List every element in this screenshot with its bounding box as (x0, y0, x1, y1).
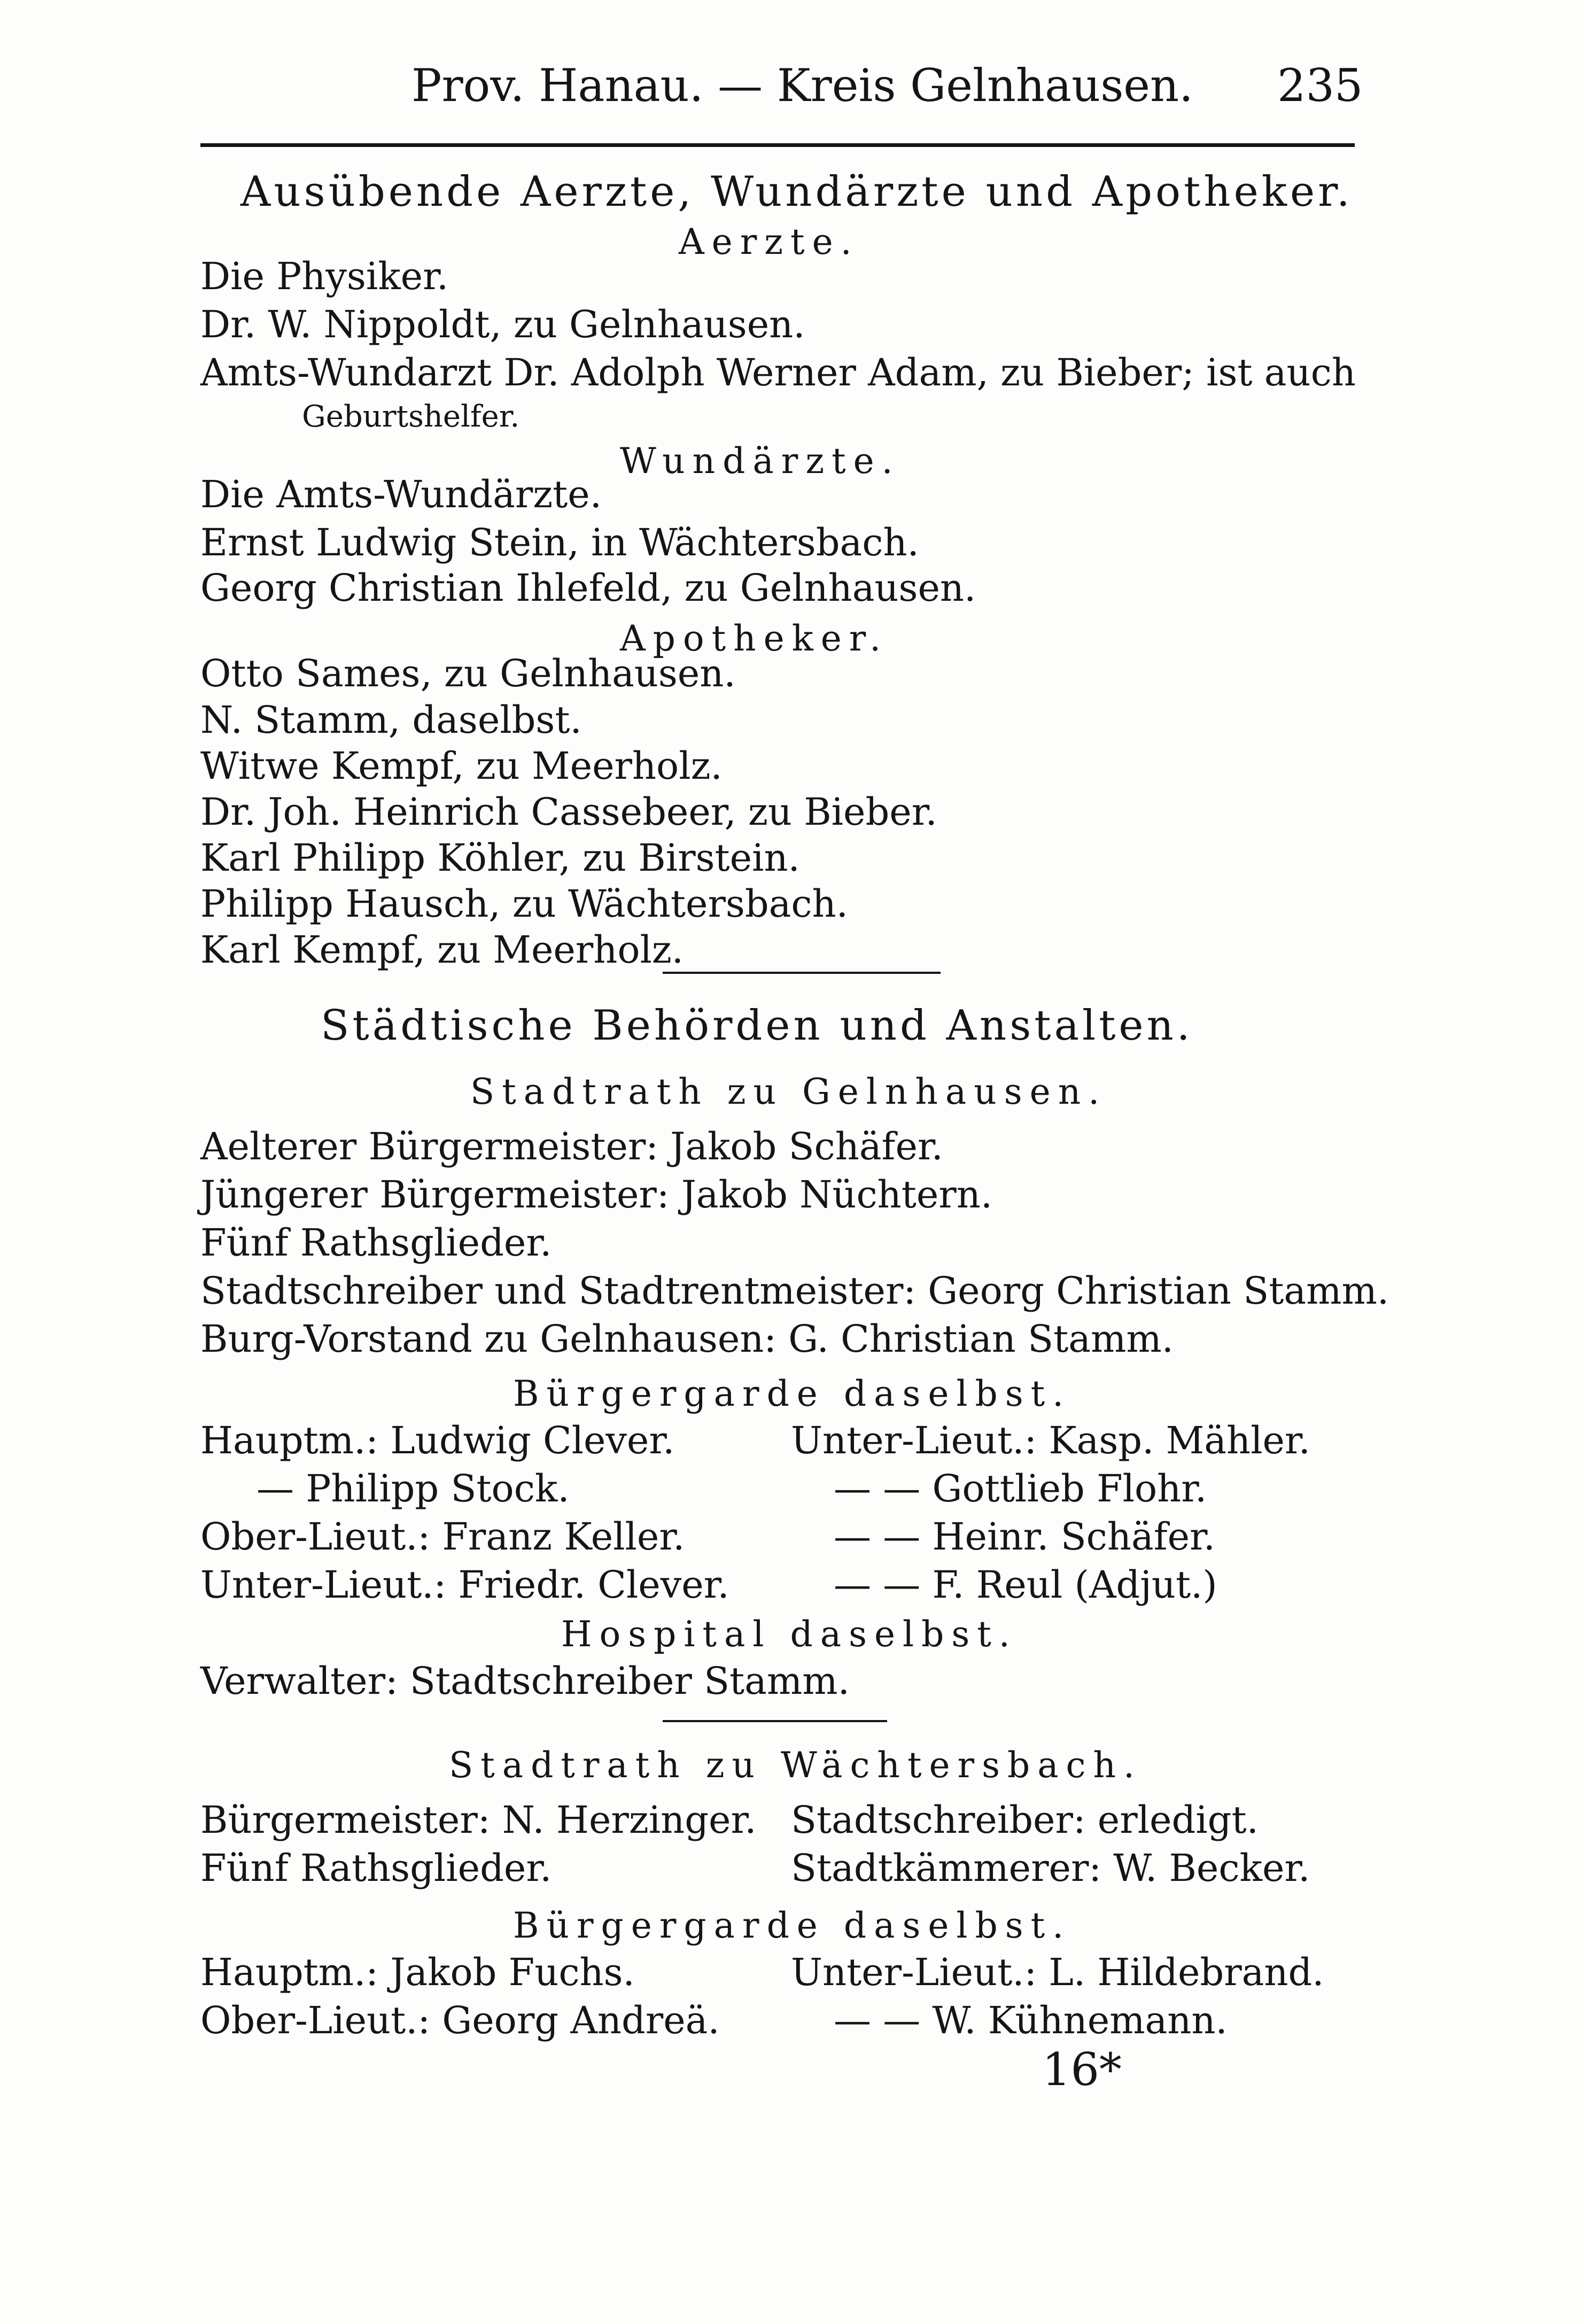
waechtersbach-row4-left: Ober-Lieut.: Georg Andreä. (200, 1998, 720, 2042)
heading-stadtrath-waechtersbach: Stadtrath zu Wächtersbach. (449, 1745, 1142, 1786)
section-title-staedtische: Städtische Behörden und Anstalten. (321, 1002, 1193, 1050)
garde-left-1: Hauptm.: Ludwig Clever. (200, 1419, 675, 1462)
apotheker-5: Karl Philipp Köhler, zu Birstein. (200, 836, 800, 880)
waechtersbach-row3-left: Hauptm.: Jakob Fuchs. (200, 1950, 635, 1994)
waechtersbach-row1-left: Bürgermeister: N. Herzinger. (200, 1798, 757, 1842)
waechtersbach-row2-left: Fünf Rathsglieder. (200, 1846, 552, 1890)
apotheker-7: Karl Kempf, zu Meerholz. (200, 928, 684, 972)
wundarzt-2: Georg Christian Ihlefeld, zu Gelnhausen. (200, 566, 976, 610)
gelnhausen-line-2: Jüngerer Bürgermeister: Jakob Nüchtern. (200, 1173, 993, 1217)
section-divider-2 (663, 1720, 887, 1722)
section-divider-1 (663, 972, 941, 974)
waechtersbach-row1-right: Stadtschreiber: erledigt. (791, 1798, 1259, 1842)
apotheker-4: Dr. Joh. Heinrich Cassebeer, zu Bieber. (200, 790, 937, 834)
heading-buergergarde-waechtersbach: Bürgergarde daselbst. (513, 1905, 1071, 1946)
header-rule (200, 143, 1355, 147)
aerzte-line-2b: Geburtshelfer. (302, 399, 520, 434)
hospital-line: Verwalter: Stadtschreiber Stamm. (200, 1659, 850, 1703)
garde-left-3: Ober-Lieut.: Franz Keller. (200, 1515, 685, 1559)
heading-stadtrath-gelnhausen: Stadtrath zu Gelnhausen. (470, 1071, 1107, 1112)
heading-hospital: Hospital daselbst. (561, 1614, 1018, 1655)
heading-wundaerzte: Wundärzte. (620, 440, 900, 482)
wundarzt-1: Ernst Ludwig Stein, in Wächtersbach. (200, 521, 919, 564)
garde-right-4: — — F. Reul (Adjut.) (834, 1563, 1217, 1607)
waechtersbach-row4-right: — — W. Kühnemann. (834, 1998, 1228, 2042)
heading-aerzte: Aerzte. (679, 221, 859, 262)
garde-left-2: — Philipp Stock. (257, 1467, 570, 1510)
running-title: Prov. Hanau. — Kreis Gelnhausen. (411, 59, 1193, 112)
aerzte-line-1: Dr. W. Nippoldt, zu Gelnhausen. (200, 303, 805, 346)
garde-left-4: Unter-Lieut.: Friedr. Clever. (200, 1563, 729, 1607)
physiker-label: Die Physiker. (200, 254, 449, 298)
amts-wundaerzte-label: Die Amts-Wundärzte. (200, 472, 602, 516)
apotheker-2: N. Stamm, daselbst. (200, 698, 582, 742)
section-title-aerzte: Ausübende Aerzte, Wundärzte und Apotheker. (240, 168, 1353, 216)
aerzte-line-2: Amts-Wundarzt Dr. Adolph Werner Adam, zu Bieber; ist auch (200, 351, 1356, 394)
page-number: 235 (1277, 59, 1363, 112)
heading-buergergarde-gelnhausen: Bürgergarde daselbst. (513, 1373, 1071, 1414)
heading-apotheker: Apotheker. (620, 618, 889, 659)
garde-right-3: — — Heinr. Schäfer. (834, 1515, 1216, 1559)
garde-right-1: Unter-Lieut.: Kasp. Mähler. (791, 1419, 1310, 1462)
gelnhausen-line-3: Fünf Rathsglieder. (200, 1221, 552, 1265)
waechtersbach-row2-right: Stadtkämmerer: W. Becker. (791, 1846, 1310, 1890)
gelnhausen-line-4: Stadtschreiber und Stadtrentmeister: Georg Christian Stamm. (200, 1269, 1389, 1313)
signature-mark: 16* (1042, 2043, 1122, 2096)
waechtersbach-row3-right: Unter-Lieut.: L. Hildebrand. (791, 1950, 1324, 1994)
garde-right-2: — — Gottlieb Flohr. (834, 1467, 1207, 1510)
apotheker-6: Philipp Hausch, zu Wächtersbach. (200, 882, 848, 926)
gelnhausen-line-1: Aelterer Bürgermeister: Jakob Schäfer. (200, 1125, 943, 1168)
gelnhausen-line-5: Burg-Vorstand zu Gelnhausen: G. Christian Stamm. (200, 1317, 1174, 1361)
apotheker-3: Witwe Kempf, zu Meerholz. (200, 744, 723, 788)
apotheker-1: Otto Sames, zu Gelnhausen. (200, 652, 736, 695)
